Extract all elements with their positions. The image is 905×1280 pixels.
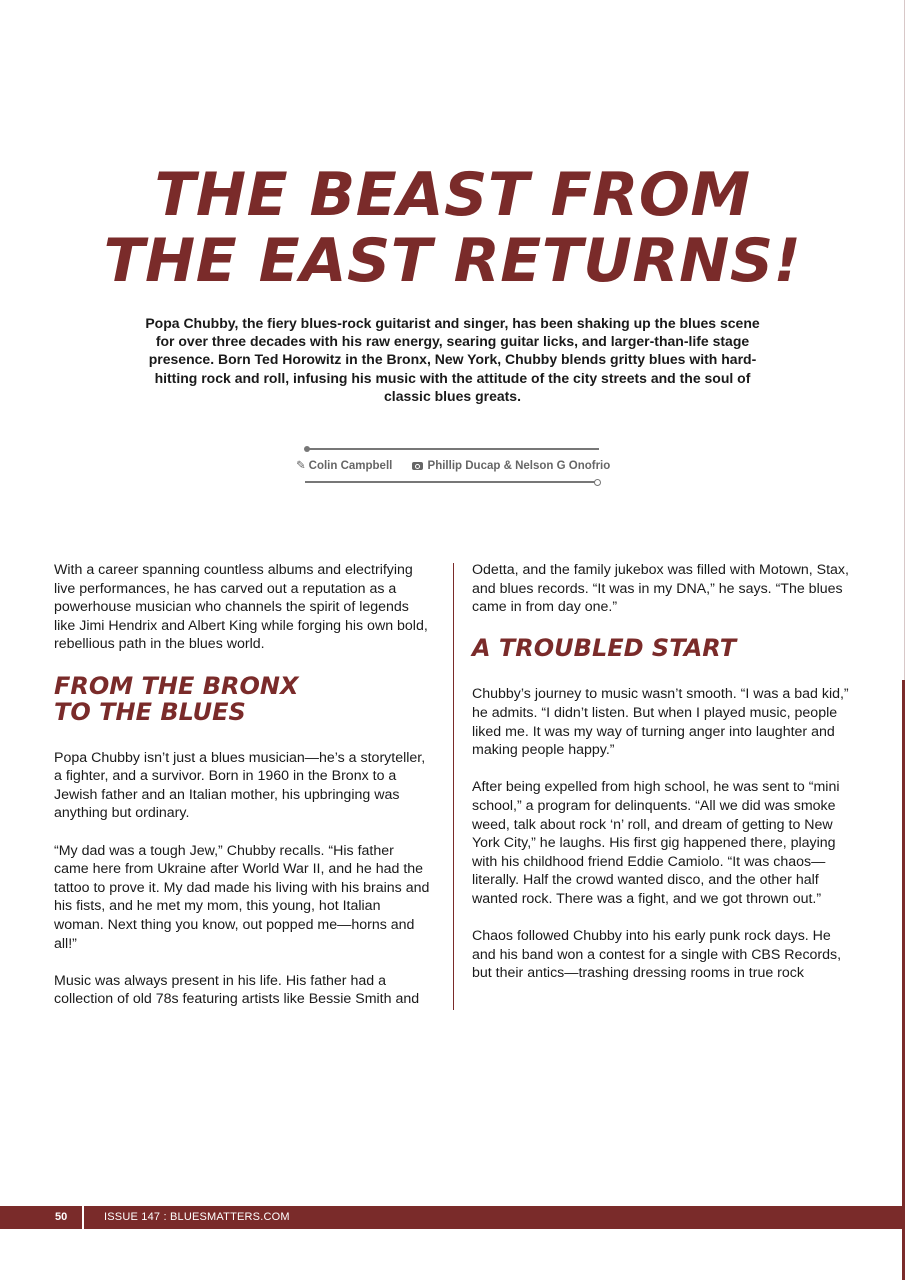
writer-name: Colin Campbell — [308, 460, 393, 472]
left-paragraph-3: Music was always present in his life. His father had a collection of old 78s featuring artists like Bessie Smith and — [54, 972, 420, 1008]
right-column — [472, 561, 852, 1001]
section-heading-bronx — [54, 673, 432, 725]
writer-credit — [296, 458, 392, 472]
page-number: 50 — [55, 1211, 68, 1223]
page-footer — [0, 1206, 905, 1229]
left-intro-paragraph: With a career spanning countless albums and electrifying live performances, he has carved out a reputation as a powerhouse musician who channels the spirit of legends like Jimi Hendrix and Albert King while forging his own bold, rebellious path in the blues world. — [54, 562, 428, 653]
article-standfirst: Popa Chubby, the fiery blues-rock guitarist and singer, has been shaking up the blues scene for over three decades with his raw energy, searing guitar licks, and larger-than-life stage presence. Born Ted Horowitz in the Bronx, New York, Chubby blends gritty blues with hard-hitting rock and roll, infusing his music with the attitude of the city streets and the soul of classic blues greats. — [145, 315, 760, 404]
article-credits — [296, 458, 626, 472]
section-heading-troubled-start: A TROUBLED START — [472, 634, 737, 663]
left-paragraph-1: Popa Chubby isn’t just a blues musician—he’s a storyteller, a fighter, and a survivor. Born in 1960 in the Bronx to a Jewish father and an Italian mother, his upbringing was anything but ordinary. — [54, 749, 426, 822]
right-paragraph-1: Chubby’s journey to music wasn’t smooth. “I was a bad kid,” he admits. “I didn’t listen. But when I played music, people liked me. It was my way of turning anger into laughter and making people happy.” — [472, 686, 849, 759]
issue-info: ISSUE 147 : BLUESMATTERS.COM — [104, 1211, 290, 1223]
footer-divider — [82, 1206, 84, 1229]
right-intro-paragraph: Odetta, and the family jukebox was filled with Motown, Stax, and blues records. “It was in my DNA,” he says. “The blues came in from day one.” — [472, 562, 849, 616]
camera-icon — [412, 462, 423, 470]
headline-line-1: THE BEAST FROM — [154, 160, 751, 230]
section-heading-bronx-line-2: TO THE BLUES — [54, 697, 246, 726]
column-divider — [453, 563, 454, 1010]
right-paragraph-2: After being expelled from high school, he was sent to “mini school,” a program for delinquents. “All we did was smoke weed, talk about rock ‘n’ roll, and dream of getting to New York City,” he laughs. His first gig happened there, playing with his childhood friend Eddie Camiolo. “It was chaos—literally. Half the crowd wanted disco, and the other half wanted rock. There was a fight, and we got thrown out.” — [472, 779, 840, 907]
right-paragraph-3: Chaos followed Chubby into his early punk rock days. He and his band won a contest for a single with CBS Records, but their antics—trashing dressing rooms in true rock — [472, 928, 842, 982]
left-column — [54, 561, 432, 1027]
photographer-names: Phillip Ducap & Nelson G Onofrio — [427, 460, 611, 472]
left-paragraph-2: “My dad was a tough Jew,” Chubby recalls. “His father came here from Ukraine after World War II, and he had the tattoo to prove it. My dad made his living with his brains and his fists, and he met my mom, this young, hot Italian woman. Next thing you know, out popped me—horns and all!” — [54, 842, 430, 952]
section-heading-bronx-line-1: FROM THE BRONX — [54, 671, 299, 700]
photo-credit — [412, 460, 611, 472]
headline-line-2: THE EAST RETURNS! — [103, 226, 802, 296]
pencil-icon: ✎ — [296, 460, 306, 472]
credit-rule-top — [307, 448, 599, 450]
credit-rule-bottom — [305, 481, 597, 483]
article-headline — [0, 162, 905, 294]
credit-rule-dot-end — [594, 479, 601, 486]
